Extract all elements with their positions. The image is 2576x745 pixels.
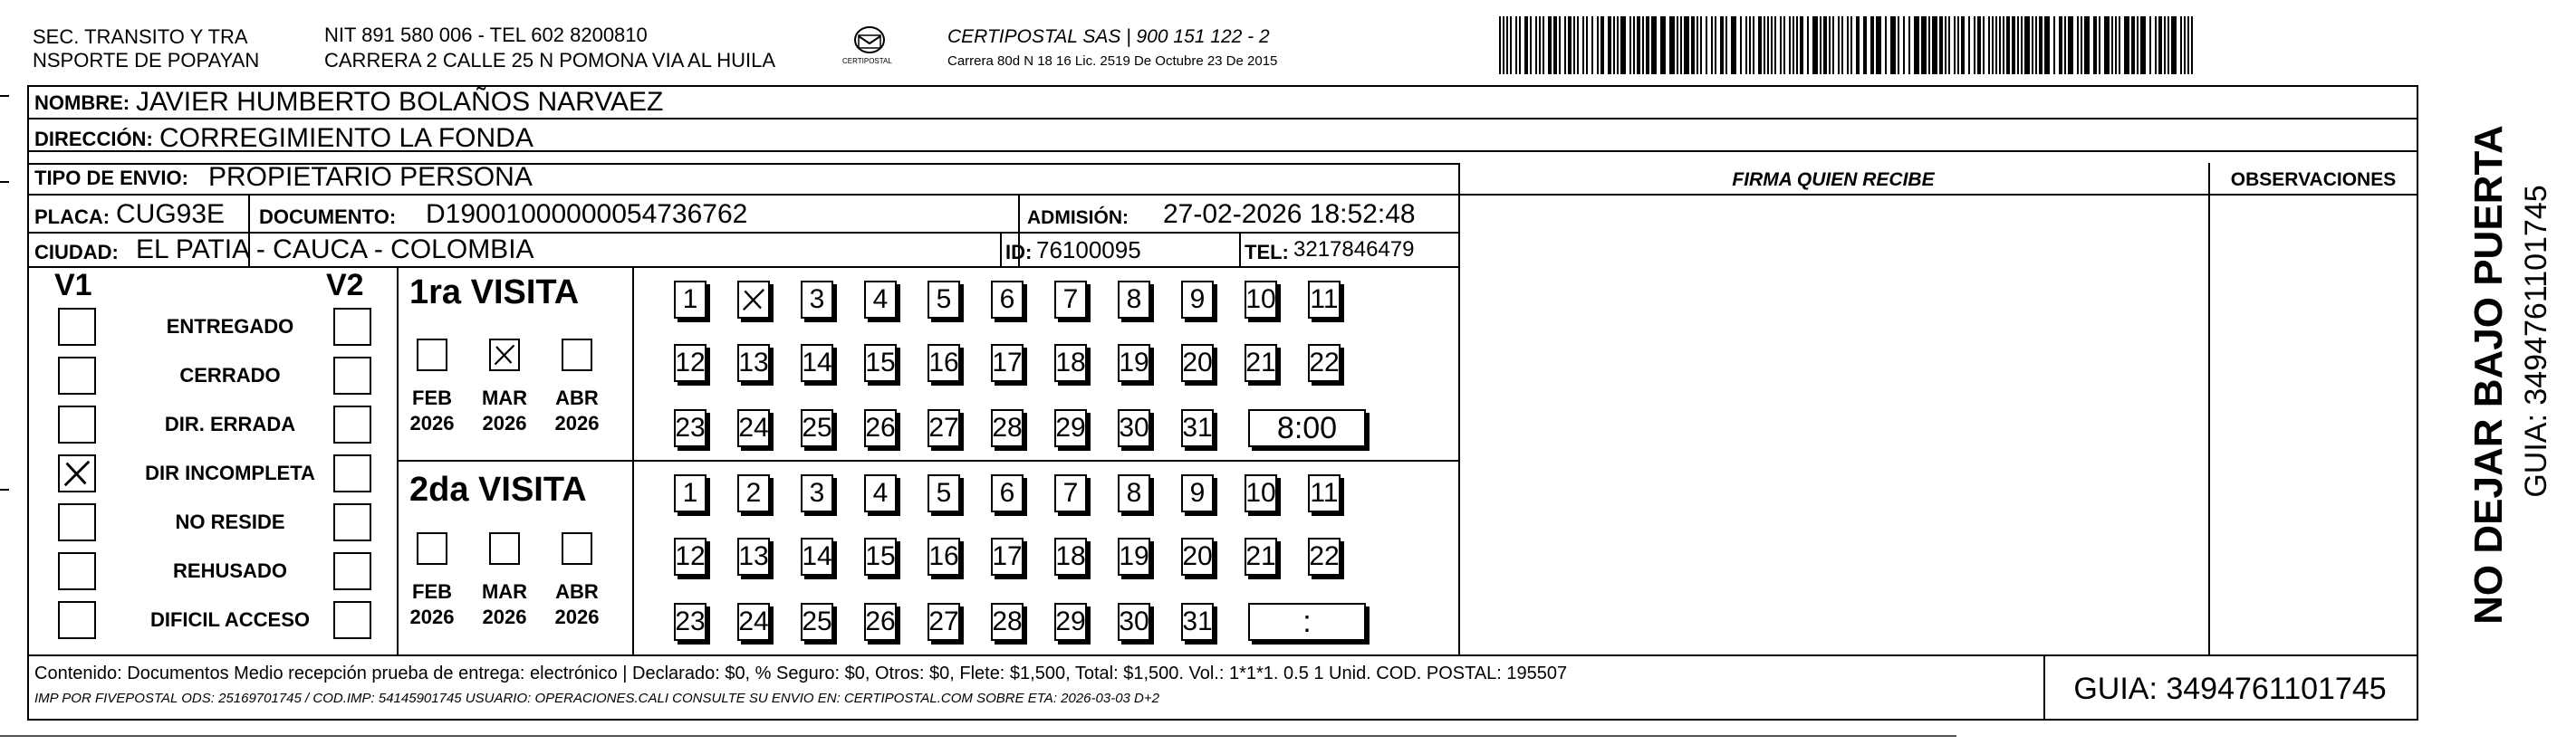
barcode-bar [1898,16,1899,74]
barcode-bar [1749,16,1751,74]
nit-line: NIT 891 580 006 - TEL 602 8200810 [324,24,648,46]
day-box-6[interactable]: 6 [991,281,1024,319]
day-box-7[interactable]: 7 [1054,474,1087,512]
day-box-20[interactable]: 20 [1181,538,1214,576]
day-box-19[interactable]: 19 [1118,538,1150,576]
visit2-title: 2da VISITA [409,471,587,509]
barcode-bar [1753,16,1754,74]
id-value: 76100095 [1036,236,1141,263]
footer-imp-line: IMP POR FIVEPOSTAL ODS: 25169701745 / COD.IMP: 54145901745 USUARIO: OPERACIONES.CALI CONSULTE SU ENVIO EN: CERTIPOSTAL.COM SOBRE ETA: 2026-03-03 D+2 [34,691,1159,706]
status-option-label: DIFICIL ACCESO [149,608,310,631]
status-option-label: DIR. ERRADA [164,413,296,435]
day-box-30[interactable]: 30 [1118,409,1150,447]
barcode-bar [1591,16,1593,74]
barcode-bar [2164,16,2166,74]
certipostal-logo [842,20,897,71]
status-option-label: DIR INCOMPLETA [145,462,315,484]
signature-area[interactable] [1460,196,2208,653]
day-box-9[interactable]: 9 [1181,281,1214,319]
barcode-bar [2124,16,2129,74]
day-box-22[interactable]: 22 [1308,538,1341,576]
barcode-bar [1499,16,1501,74]
barcode-bar [1684,16,1689,74]
side-guia: GUIA: 3494761101745 [2519,185,2553,498]
day-box-13[interactable]: 13 [737,538,770,576]
month-checkbox-mar[interactable] [489,532,520,565]
barcode-bar [2032,16,2033,74]
barcode-bar [1519,16,1521,74]
day-box-4[interactable]: 4 [864,474,897,512]
visit1-title: 1ra VISITA [409,273,580,311]
v1-checkbox[interactable] [58,552,96,590]
month-label: ABR 2026 [554,387,600,435]
day-box-29[interactable]: 29 [1054,603,1087,641]
barcode-bar [1711,16,1713,74]
observations-separator [2208,163,2210,656]
barcode-bar [2068,16,2073,74]
barcode-bar [1841,16,1843,74]
barcode-bar [2119,16,2120,74]
barcode-bar [1651,16,1657,74]
name-label: NOMBRE: [34,91,130,114]
day-box-17[interactable]: 17 [991,344,1024,382]
barcode-bar [1908,16,1910,74]
barcode-bar [2003,16,2004,74]
admission-label: ADMISIÓN: [1027,207,1129,228]
barcode-bar [1597,16,1599,74]
barcode-bar [2180,16,2182,74]
barcode-bar [2111,16,2113,74]
barcode-bar [1780,16,1782,74]
edge-mark [0,489,9,491]
barcode-bar [2035,16,2037,74]
barcode-bar [1691,16,1695,74]
edge-mark [0,181,9,183]
day-box-21[interactable]: 21 [1245,344,1277,382]
v1-checkbox[interactable] [58,308,96,346]
barcode-bar [2191,16,2193,74]
day-box-10[interactable]: 10 [1245,281,1277,319]
month-checkbox-feb[interactable] [417,532,447,565]
address-line: CARRERA 2 CALLE 25 N POMONA VIA AL HUILA [324,49,776,72]
day-box-7[interactable]: 7 [1054,281,1087,319]
day-box-9[interactable]: 9 [1181,474,1214,512]
plate-divider [248,194,250,232]
barcode-bar [2077,16,2079,74]
day-box-23[interactable]: 23 [674,409,706,447]
day-box-8[interactable]: 8 [1118,474,1150,512]
day-box-15[interactable]: 15 [864,538,897,576]
admission-left-edge [1018,194,1020,232]
barcode-bar [2131,16,2135,74]
barcode-bar [2021,16,2023,74]
visit2-months [399,462,632,654]
barcode-bar [1608,16,1611,74]
barcode-bar [1680,16,1682,74]
day-box-13[interactable]: 13 [737,344,770,382]
barcode-bar [2158,16,2162,74]
company-line: CERTIPOSTAL SAS | 900 151 122 - 2 [947,26,1270,47]
barcode-bar [1745,16,1747,74]
id-label: ID: [1005,241,1033,263]
bottom-edge [0,735,1956,737]
day-box-25[interactable]: 25 [801,409,833,447]
day-box-12[interactable]: 12 [674,538,706,576]
frame-right [2417,85,2418,721]
barcode-bar [1767,16,1769,74]
status-option-label: NO RESIDE [175,511,285,533]
day-box-8[interactable]: 8 [1118,281,1150,319]
v1-checkbox[interactable] [58,406,96,444]
barcode-bar [2184,16,2186,74]
barcode-bar [1586,16,1588,74]
day-box-24[interactable]: 24 [737,409,770,447]
barcode-bar [1530,16,1532,74]
city-label: CIUDAD: [34,241,119,263]
barcode-bar [2053,16,2055,74]
barcode-bar [1961,16,1965,74]
barcode-bar [1568,16,1572,74]
day-box-3[interactable]: 3 [801,281,833,319]
day-box-27[interactable]: 27 [928,409,960,447]
visit1-days [634,268,1458,460]
month-checkbox-mar[interactable] [489,339,520,371]
barcode-bar [1600,16,1604,74]
day-box-26[interactable]: 26 [864,409,897,447]
barcode-bar [2137,16,2139,74]
barcode-bar [1988,16,1990,74]
day-box-30[interactable]: 30 [1118,603,1150,641]
document-value: D19001000000054736762 [426,199,748,229]
barcode-bar [2155,16,2157,74]
barcode-bar [1783,16,1785,74]
barcode-bar [2059,16,2062,74]
barcode-bar [1758,16,1762,74]
barcode-bar [1524,16,1528,74]
plate-value: CUG93E [116,199,226,229]
v2-checkbox[interactable] [333,601,371,639]
day-box-31[interactable]: 31 [1181,603,1214,641]
time-box[interactable]: : [1248,603,1366,641]
address-value: CORREGIMIENTO LA FONDA [159,123,533,153]
tel-value: 3217846479 [1293,237,1415,262]
v2-checkbox[interactable] [333,503,371,541]
barcode-bar [1885,16,1887,74]
day-box-2[interactable] [737,281,770,319]
v2-checkbox[interactable] [333,406,371,444]
day-box-17[interactable]: 17 [991,538,1024,576]
day-box-1[interactable]: 1 [674,474,706,512]
v1-checkbox[interactable] [58,503,96,541]
id-left-edge [1000,232,1002,268]
barcode-bar [1957,16,1959,74]
day-box-3[interactable]: 3 [801,474,833,512]
barcode-bar [2017,16,2019,74]
observations-area[interactable] [2212,196,2415,653]
barcode-bar [1856,16,1860,74]
barcode-bar [1764,16,1765,74]
check-x-icon [739,282,768,317]
barcode-bar [1847,16,1849,74]
day-box-14[interactable]: 14 [801,538,833,576]
barcode-bar [1515,16,1517,74]
v1-checkbox[interactable] [58,454,96,492]
barcode-bar [1807,16,1809,74]
barcode-bar [1771,16,1773,74]
v1-checkbox[interactable] [58,357,96,395]
day-box-11[interactable]: 11 [1308,474,1341,512]
time-box[interactable]: 8:00 [1248,409,1366,447]
admission-value: 27-02-2026 18:52:48 [1163,199,1416,229]
month-label: MAR 2026 [481,580,528,628]
day-box-6[interactable]: 6 [991,474,1024,512]
barcode-bar [2039,16,2043,74]
visit1-months [399,268,632,460]
barcode-bar [1577,16,1579,74]
barcode-bar [1539,16,1541,74]
day-box-25[interactable]: 25 [801,603,833,641]
day-box-14[interactable]: 14 [801,344,833,382]
barcode-bar [1677,16,1678,74]
barcode-bar [1564,16,1566,74]
day-box-31[interactable]: 31 [1181,409,1214,447]
day-box-24[interactable]: 24 [737,603,770,641]
v1-label: V1 [54,268,92,302]
ship-type-label: TIPO DE ENVIO: [34,167,188,189]
row-divider [27,232,1460,234]
barcode-bar [2024,16,2030,74]
day-box-12[interactable]: 12 [674,344,706,382]
v2-checkbox[interactable] [333,454,371,492]
barcode-bar [1669,16,1675,74]
barcode-bar [1992,16,1994,74]
barcode-bar [1903,16,1905,74]
barcode-bar [2140,16,2146,74]
v1-checkbox[interactable] [58,601,96,639]
barcode-bar [1725,16,1727,74]
barcode-bar [1995,16,1997,74]
barcode-bar [2093,16,2097,74]
day-box-22[interactable]: 22 [1308,344,1341,382]
v2-checkbox[interactable] [333,357,371,395]
barcode-bar [1510,16,1512,74]
barcode-bar [2084,16,2090,74]
day-box-5[interactable]: 5 [928,474,960,512]
barcode-bar [1945,16,1946,74]
license-line: Carrera 80d N 18 16 Lic. 2519 De Octubre 23 De 2015 [947,53,1278,69]
barcode-bar [1921,16,1927,74]
day-box-2[interactable]: 2 [737,474,770,512]
check-x-icon [60,456,94,491]
day-box-21[interactable]: 21 [1245,538,1277,576]
day-box-18[interactable]: 18 [1054,344,1087,382]
status-option-label: CERRADO [179,364,281,387]
ship-type-value: PROPIETARIO PERSONA [208,162,533,192]
status-option-label: REHUSADO [173,559,287,582]
barcode-bar [1642,16,1644,74]
barcode-bar [2149,16,2151,74]
sender-line-1: SEC. TRANSITO Y TRA [33,25,248,48]
visit2-days [634,462,1458,654]
barcode-bar [1731,16,1736,74]
day-box-20[interactable]: 20 [1181,344,1214,382]
barcode-bar [1740,16,1742,74]
barcode-bar [2081,16,2082,74]
barcode-bar [1706,16,1707,74]
barcode-bar [2167,16,2169,74]
day-box-4[interactable]: 4 [864,281,897,319]
side-warning: NO DEJAR BAJO PUERTA [2466,125,2511,625]
barcode-bar [1974,16,1975,74]
footer-divider [27,654,2418,656]
barcode-bar [1548,16,1552,74]
v2-label: V2 [326,268,364,302]
barcode-bar [2104,16,2110,74]
city-value: EL PATIA - CAUCA - COLOMBIA [136,234,534,264]
barcode-bar [1832,16,1834,74]
barcode-bar [1573,16,1575,74]
barcode-bar [2187,16,2189,74]
row-divider [27,118,2418,119]
day-box-19[interactable]: 19 [1118,344,1150,382]
barcode-bar [1543,16,1544,74]
barcode-bar [1932,16,1937,74]
footer-content-line: Contenido: Documentos Medio recepción prueba de entrega: electrónico | Declarado: $0, % Seguro: $0, Otros: $0, Flete: $1,500, Total: $1,500. Vol.: 1*1*1. 0.5 1 Unid. COD. POSTAL: 195507 [34,664,1568,683]
barcode-bar [1774,16,1776,74]
barcode-bar [1715,16,1716,74]
barcode-bar [1823,16,1827,74]
sender-line-2: NSPORTE DE POPAYAN [33,49,260,72]
barcode-bar [1977,16,1981,74]
barcode-bar [2171,16,2177,74]
observations-header: OBSERVACIONES [2230,169,2397,190]
barcode-bar [1617,16,1619,74]
barcode-bar [2012,16,2015,74]
footer-guia: GUIA: 3494761101745 [2073,672,2387,706]
day-box-27[interactable]: 27 [928,603,960,641]
month-checkbox-abr[interactable] [562,532,592,565]
day-box-28[interactable]: 28 [991,603,1024,641]
status-section [27,268,399,654]
barcode-bar [1629,16,1631,74]
barcode-bar [1535,16,1537,74]
barcode-bar [1633,16,1635,74]
barcode-bar [1796,16,1798,74]
barcode-bar [2099,16,2100,74]
tel-label: TEL: [1245,241,1289,263]
barcode-bar [1838,16,1840,74]
day-box-5[interactable]: 5 [928,281,960,319]
barcode-bar [1968,16,1970,74]
day-box-1[interactable]: 1 [674,281,706,319]
signature-header: FIRMA QUIEN RECIBE [1732,169,1935,190]
barcode-graphic [1499,16,2196,74]
barcode-bar [1983,16,1985,74]
v2-checkbox[interactable] [333,552,371,590]
barcode-bar [1646,16,1649,74]
barcode-bar [1863,16,1867,74]
document-label: DOCUMENTO: [259,205,397,228]
day-box-16[interactable]: 16 [928,344,960,382]
check-x-icon [491,340,518,369]
barcode-bar [2115,16,2117,74]
barcode-bar [1553,16,1557,74]
barcode-bar [1928,16,1930,74]
barcode-bar [1939,16,1943,74]
barcode-bar [1697,16,1698,74]
day-box-16[interactable]: 16 [928,538,960,576]
barcode-bar [2064,16,2066,74]
month-checkbox-feb[interactable] [417,339,447,371]
v2-checkbox[interactable] [333,308,371,346]
barcode-bar [1914,16,1919,74]
name-value: JAVIER HUMBERTO BOLAÑOS NARVAEZ [136,87,664,117]
barcode-bar [1506,16,1508,74]
status-option-label: ENTREGADO [166,315,294,338]
side-labels [2427,118,2553,625]
barcode-bar [1948,16,1950,74]
barcode-bar [1812,16,1818,74]
barcode-bar [1890,16,1896,74]
barcode-bar [1613,16,1615,74]
day-box-11[interactable]: 11 [1308,281,1341,319]
tel-separator [1239,232,1241,266]
barcode-bar [1789,16,1791,74]
barcode-bar [1559,16,1561,74]
day-box-18[interactable]: 18 [1054,538,1087,576]
barcode-bar [1793,16,1794,74]
edge-mark [0,95,9,97]
barcode-bar [1637,16,1640,74]
month-label: FEB 2026 [409,387,455,435]
barcode-bar [1820,16,1821,74]
barcode-bar [1850,16,1852,74]
barcode-bar [1829,16,1831,74]
day-box-10[interactable]: 10 [1245,474,1277,512]
day-box-29[interactable]: 29 [1054,409,1087,447]
month-label: FEB 2026 [409,580,455,628]
logo-text: CERTIPOSTAL [842,57,892,65]
month-checkbox-abr[interactable] [562,339,592,371]
barcode-bar [1876,16,1881,74]
address-label: DIRECCIÓN: [34,128,153,150]
barcode-bar [1954,16,1956,74]
barcode-bar [1620,16,1626,74]
barcode-bar [1700,16,1702,74]
barcode-bar [1870,16,1874,74]
day-box-15[interactable]: 15 [864,344,897,382]
barcode-bar [1800,16,1803,74]
barcode-bar [2044,16,2050,74]
day-box-28[interactable]: 28 [991,409,1024,447]
barcode [1499,16,2196,74]
barcode-bar [1582,16,1584,74]
barcode-bar [1503,16,1504,74]
barcode-bar [1660,16,1666,74]
barcode-bar [2006,16,2010,74]
barcode-bar [1999,16,2001,74]
day-box-26[interactable]: 26 [864,603,897,641]
barcode-bar [1720,16,1724,74]
plate-label: PLACA: [34,205,111,228]
month-label: MAR 2026 [481,387,528,435]
day-box-23[interactable]: 23 [674,603,706,641]
month-label: ABR 2026 [554,580,600,628]
